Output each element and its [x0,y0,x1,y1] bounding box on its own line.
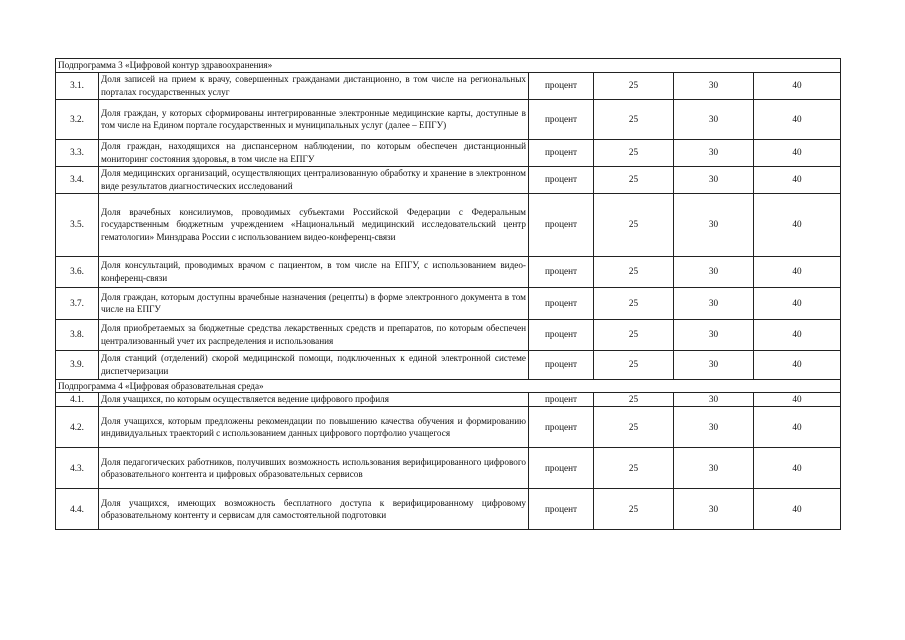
unit-cell: процент [529,489,594,530]
unit-cell: процент [529,193,594,256]
row-number: 3.7. [56,287,99,319]
value-cell-1: 25 [594,319,674,350]
value-cell-2: 30 [674,72,754,99]
value-cell-3: 40 [754,256,841,287]
value-cell-2: 30 [674,193,754,256]
value-cell-3: 40 [754,166,841,193]
indicator-description: Доля станций (отделений) скорой медицинской помощи, подключенных к единой электронной системе диспетчеризации [99,350,529,379]
value-cell-3: 40 [754,193,841,256]
row-number: 3.9. [56,350,99,379]
section-title: Подпрограмма 3 «Цифровой контур здравоохранения» [56,59,841,73]
indicator-description: Доля учащихся, которым предложены рекомендации по повышению качества обучения и формированию индивидуальных траекторий с использованием данных цифрового портфолио учащегося [99,407,529,448]
section-header-row [56,379,841,393]
value-cell-1: 25 [594,489,674,530]
value-cell-3: 40 [754,407,841,448]
table-row [56,350,841,379]
unit-cell: процент [529,319,594,350]
unit-cell: процент [529,350,594,379]
indicator-description: Доля приобретаемых за бюджетные средства лекарственных средств и препаратов, по которым обеспечен централизованный учет их распределения и использования [99,319,529,350]
row-number: 3.8. [56,319,99,350]
value-cell-2: 30 [674,350,754,379]
value-cell-2: 30 [674,99,754,139]
row-number: 3.3. [56,139,99,166]
row-number: 4.3. [56,448,99,489]
row-number: 4.2. [56,407,99,448]
value-cell-1: 25 [594,72,674,99]
value-cell-3: 40 [754,448,841,489]
value-cell-2: 30 [674,393,754,407]
unit-cell: процент [529,72,594,99]
value-cell-2: 30 [674,287,754,319]
value-cell-2: 30 [674,448,754,489]
table-row [56,319,841,350]
row-number: 4.1. [56,393,99,407]
row-number: 3.2. [56,99,99,139]
value-cell-2: 30 [674,256,754,287]
table-row [56,287,841,319]
unit-cell: процент [529,166,594,193]
indicator-description: Доля учащихся, по которым осуществляется ведение цифрового профиля [99,393,529,407]
row-number: 3.1. [56,72,99,99]
indicator-description: Доля граждан, которым доступны врачебные назначения (рецепты) в форме электронного документа в том числе на ЕПГУ [99,287,529,319]
value-cell-1: 25 [594,139,674,166]
table-row [56,99,841,139]
table-row [56,72,841,99]
indicator-description: Доля педагогических работников, получивших возможность использования верифицированного цифрового образовательного контента и цифровых образовательных сервисов [99,448,529,489]
table-row [56,256,841,287]
indicator-description: Доля врачебных консилиумов, проводимых субъектами Российской Федерации с Федеральным государственным бюджетным учреждением «Национальный медицинский исследовательский центр гематологии» Минздрава России с использованием видео-конференц-связи [99,193,529,256]
value-cell-3: 40 [754,393,841,407]
value-cell-2: 30 [674,407,754,448]
unit-cell: процент [529,448,594,489]
table-row [56,166,841,193]
row-number: 3.6. [56,256,99,287]
unit-cell: процент [529,407,594,448]
value-cell-2: 30 [674,139,754,166]
value-cell-1: 25 [594,193,674,256]
value-cell-2: 30 [674,166,754,193]
indicator-description: Доля учащихся, имеющих возможность бесплатного доступа к верифицированному цифровому образовательному контенту и сервисам для самостоятельной подготовки [99,489,529,530]
value-cell-3: 40 [754,350,841,379]
table-row [56,193,841,256]
indicator-description: Доля граждан, у которых сформированы интегрированные электронные медицинские карты, доступные в том числе на Едином портале государственных и муниципальных услуг (далее – ЕПГУ) [99,99,529,139]
table-row [56,489,841,530]
indicator-description: Доля консультаций, проводимых врачом с пациентом, в том числе на ЕПГУ, с использованием видео-конференц-связи [99,256,529,287]
indicator-description: Доля записей на прием к врачу, совершенных гражданами дистанционно, в том числе на региональных порталах государственных услуг [99,72,529,99]
table-row [56,407,841,448]
indicator-description: Доля граждан, находящихся на диспансерном наблюдении, по которым обеспечен дистанционный мониторинг состояния здоровья, в том числе на ЕПГУ [99,139,529,166]
indicator-description: Доля медицинских организаций, осуществляющих централизованную обработку и хранение в электронном виде результатов диагностических исследований [99,166,529,193]
value-cell-2: 30 [674,489,754,530]
section-header-row [56,59,841,73]
value-cell-3: 40 [754,99,841,139]
row-number: 3.5. [56,193,99,256]
value-cell-1: 25 [594,393,674,407]
value-cell-3: 40 [754,287,841,319]
value-cell-3: 40 [754,319,841,350]
value-cell-1: 25 [594,448,674,489]
row-number: 3.4. [56,166,99,193]
value-cell-3: 40 [754,139,841,166]
unit-cell: процент [529,393,594,407]
value-cell-2: 30 [674,319,754,350]
unit-cell: процент [529,99,594,139]
value-cell-1: 25 [594,350,674,379]
value-cell-3: 40 [754,489,841,530]
section-title: Подпрограмма 4 «Цифровая образовательная среда» [56,379,841,393]
row-number: 4.4. [56,489,99,530]
value-cell-1: 25 [594,287,674,319]
table-row [56,448,841,489]
value-cell-1: 25 [594,407,674,448]
unit-cell: процент [529,139,594,166]
value-cell-1: 25 [594,166,674,193]
indicators-table [55,58,841,530]
unit-cell: процент [529,287,594,319]
value-cell-1: 25 [594,256,674,287]
value-cell-3: 40 [754,72,841,99]
unit-cell: процент [529,256,594,287]
table-row [56,393,841,407]
table-row [56,139,841,166]
value-cell-1: 25 [594,99,674,139]
